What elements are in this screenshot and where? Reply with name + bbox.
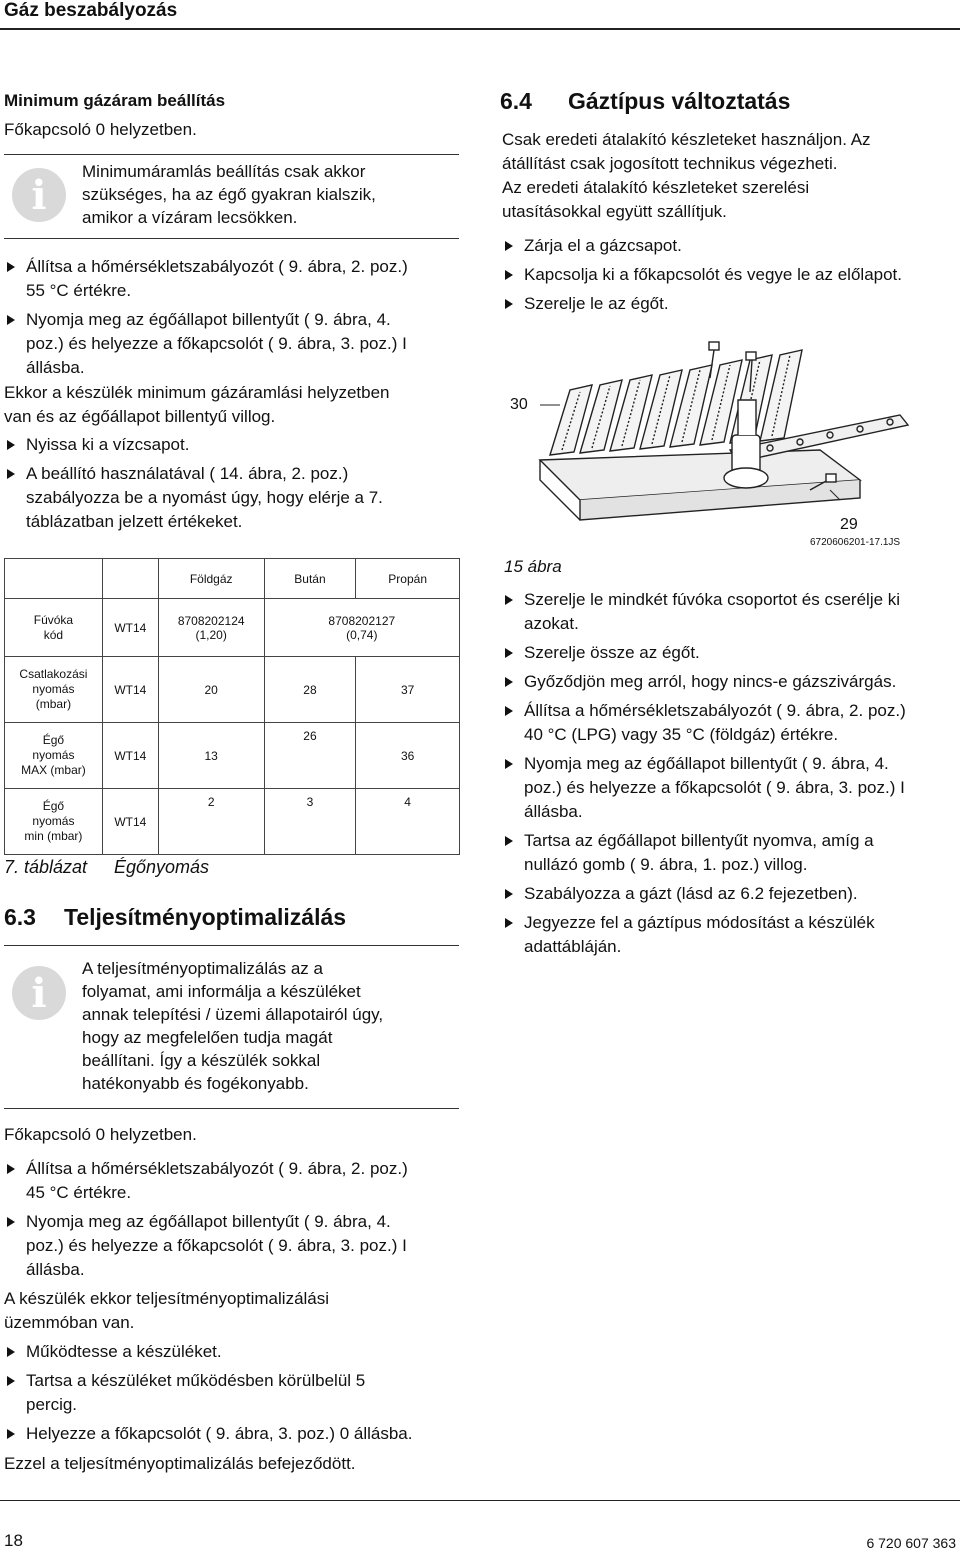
list-item: Kapcsolja ki a főkapcsolót és vegye le az előlapot.	[502, 263, 960, 287]
min-gas-title: Minimum gázáram beállítás	[4, 91, 226, 110]
section-6-3-heading: 6.3 Teljesítményoptimalizálás	[4, 904, 347, 930]
list-item: Működtesse a készüléket.	[4, 1340, 474, 1364]
list-item: Tartsa az égőállapot billentyűt nyomva, amíg a nullázó gomb ( 9. ábra, 1. poz.) villog.	[502, 829, 960, 877]
table-corner-cell	[102, 559, 158, 599]
col-header: Bután	[264, 559, 356, 599]
list-item: Szerelje le mindkét fúvóka csoportot és cserélje ki azokat.	[502, 588, 960, 636]
gas-change-steps-2	[502, 588, 960, 959]
document-code: 6 720 607 363	[866, 1535, 956, 1551]
col-header: Propán	[356, 559, 460, 599]
list-item: Jegyezze fel a gáztípus módosítást a készülék adattábláján.	[502, 911, 960, 959]
steps-1	[4, 255, 464, 380]
table-row: Égő nyomás min (mbar) WT14 2 3 4	[5, 789, 460, 855]
min-gas-paragraph: Ekkor a készülék minimum gázáramlási helyzetben van és az égőállapot billentyű villog.	[4, 383, 390, 426]
page-number: 18	[4, 1531, 23, 1550]
burner-figure	[500, 330, 920, 550]
table-corner-cell	[5, 559, 103, 599]
gas-change-intro: Csak eredeti átalakító készleteket használjon. Az átállítást csak jogosított technikus végezheti. Az eredeti átalakító készleteket szerelési utasításokkal együtt szállítjuk.	[502, 130, 871, 221]
header-rule	[0, 28, 960, 30]
figure-code: 6720606201-17.1JS	[810, 537, 901, 548]
list-item: Állítsa a hőmérsékletszabályozót ( 9. ábra, 2. poz.) 55 °C értékre.	[4, 255, 464, 303]
figure-caption: 15 ábra	[504, 557, 562, 576]
min-gas-note	[82, 160, 376, 229]
list-item: Nyomja meg az égőállapot billentyűt ( 9. ábra, 4. poz.) és helyezze a főkapcsolót ( 9. ábra, 3. poz.) I állásba.	[4, 308, 464, 380]
steps-3	[4, 1157, 474, 1282]
info-icon: i	[12, 168, 66, 222]
info-icon: i	[12, 966, 66, 1020]
note-rule-top	[4, 154, 459, 155]
note-rule-top	[4, 945, 459, 946]
list-item: Szerelje össze az égőt.	[502, 641, 960, 665]
optimization-end: Ezzel a teljesítményoptimalizálás befejeződött.	[4, 1454, 356, 1473]
note-line: amikor a vízáram lecsökken.	[82, 208, 298, 227]
section-6-4-heading: 6.4 Gáztípus változtatás	[500, 88, 791, 114]
optimization-note: A teljesítményoptimalizálás az a folyamat, ami informálja a készüléket annak telepítési / üzemi állapotairól úgy, hogy az megfelelően tudja magát beállítani. Így a készülék sokkal hatékonyabb és fogékonyabb.	[82, 959, 384, 1093]
list-item: Szabályozza a gázt (lásd az 6.2 fejezetben).	[502, 882, 960, 906]
min-gas-intro: Főkapcsoló 0 helyzetben.	[4, 120, 197, 139]
list-item: A beállító használatával ( 14. ábra, 2. poz.) szabályozza be a nyomást úgy, hogy elérje a 7. táblázatban jelzett értékeket.	[4, 462, 464, 534]
list-item: Állítsa a hőmérsékletszabályozót ( 9. ábra, 2. poz.) 40 °C (LPG) vagy 35 °C (földgáz) értékre.	[502, 699, 960, 747]
note-rule-bottom	[4, 238, 459, 239]
table-row: Csatlakozási nyomás (mbar) WT14 20 28 37	[5, 657, 460, 723]
steps-2	[4, 433, 464, 534]
optimization-intro: Főkapcsoló 0 helyzetben.	[4, 1125, 197, 1144]
page-header-title: Gáz beszabályozás	[4, 0, 178, 21]
list-item: Nyomja meg az égőállapot billentyűt ( 9. ábra, 4. poz.) és helyezze a főkapcsolót ( 9. ábra, 3. poz.) I állásba.	[4, 1210, 474, 1282]
list-item: Tartsa a készüléket működésben körülbelül 5 percig.	[4, 1369, 474, 1417]
list-item: Szerelje le az égőt.	[502, 292, 960, 316]
table-caption: 7. táblázat Égőnyomás	[4, 857, 210, 877]
note-line: Minimumáramlás beállítás csak akkor	[82, 162, 366, 181]
list-item: Helyezze a főkapcsolót ( 9. ábra, 3. poz.) 0 állásba.	[4, 1422, 474, 1446]
note-line: szükséges, ha az égő gyakran kialszik,	[82, 185, 376, 204]
figure-label-29: 29	[840, 516, 858, 533]
optimization-paragraph: A készülék ekkor teljesítményoptimalizálási üzemmóban van.	[4, 1289, 330, 1332]
list-item: Állítsa a hőmérsékletszabályozót ( 9. ábra, 2. poz.) 45 °C értékre.	[4, 1157, 474, 1205]
table-row: Fúvóka kód WT14 8708202124 (1,20) 8708202127 (0,74)	[5, 599, 460, 657]
figure-label-30: 30	[510, 396, 528, 413]
list-item: Nyissa ki a vízcsapot.	[4, 433, 464, 457]
gas-change-steps-1	[502, 234, 960, 316]
table-row: Égő nyomás MAX (mbar) WT14 13 26 36	[5, 723, 460, 789]
col-header: Földgáz	[158, 559, 264, 599]
footer-rule	[0, 1500, 960, 1501]
list-item: Zárja el a gázcsapot.	[502, 234, 960, 258]
list-item: Győződjön meg arról, hogy nincs-e gázszivárgás.	[502, 670, 960, 694]
note-rule-bottom	[4, 1108, 459, 1109]
steps-4	[4, 1340, 474, 1446]
list-item: Nyomja meg az égőállapot billentyűt ( 9. ábra, 4. poz.) és helyezze a főkapcsolót ( 9. ábra, 3. poz.) I állásba.	[502, 752, 960, 824]
gas-pressure-table	[4, 558, 460, 855]
